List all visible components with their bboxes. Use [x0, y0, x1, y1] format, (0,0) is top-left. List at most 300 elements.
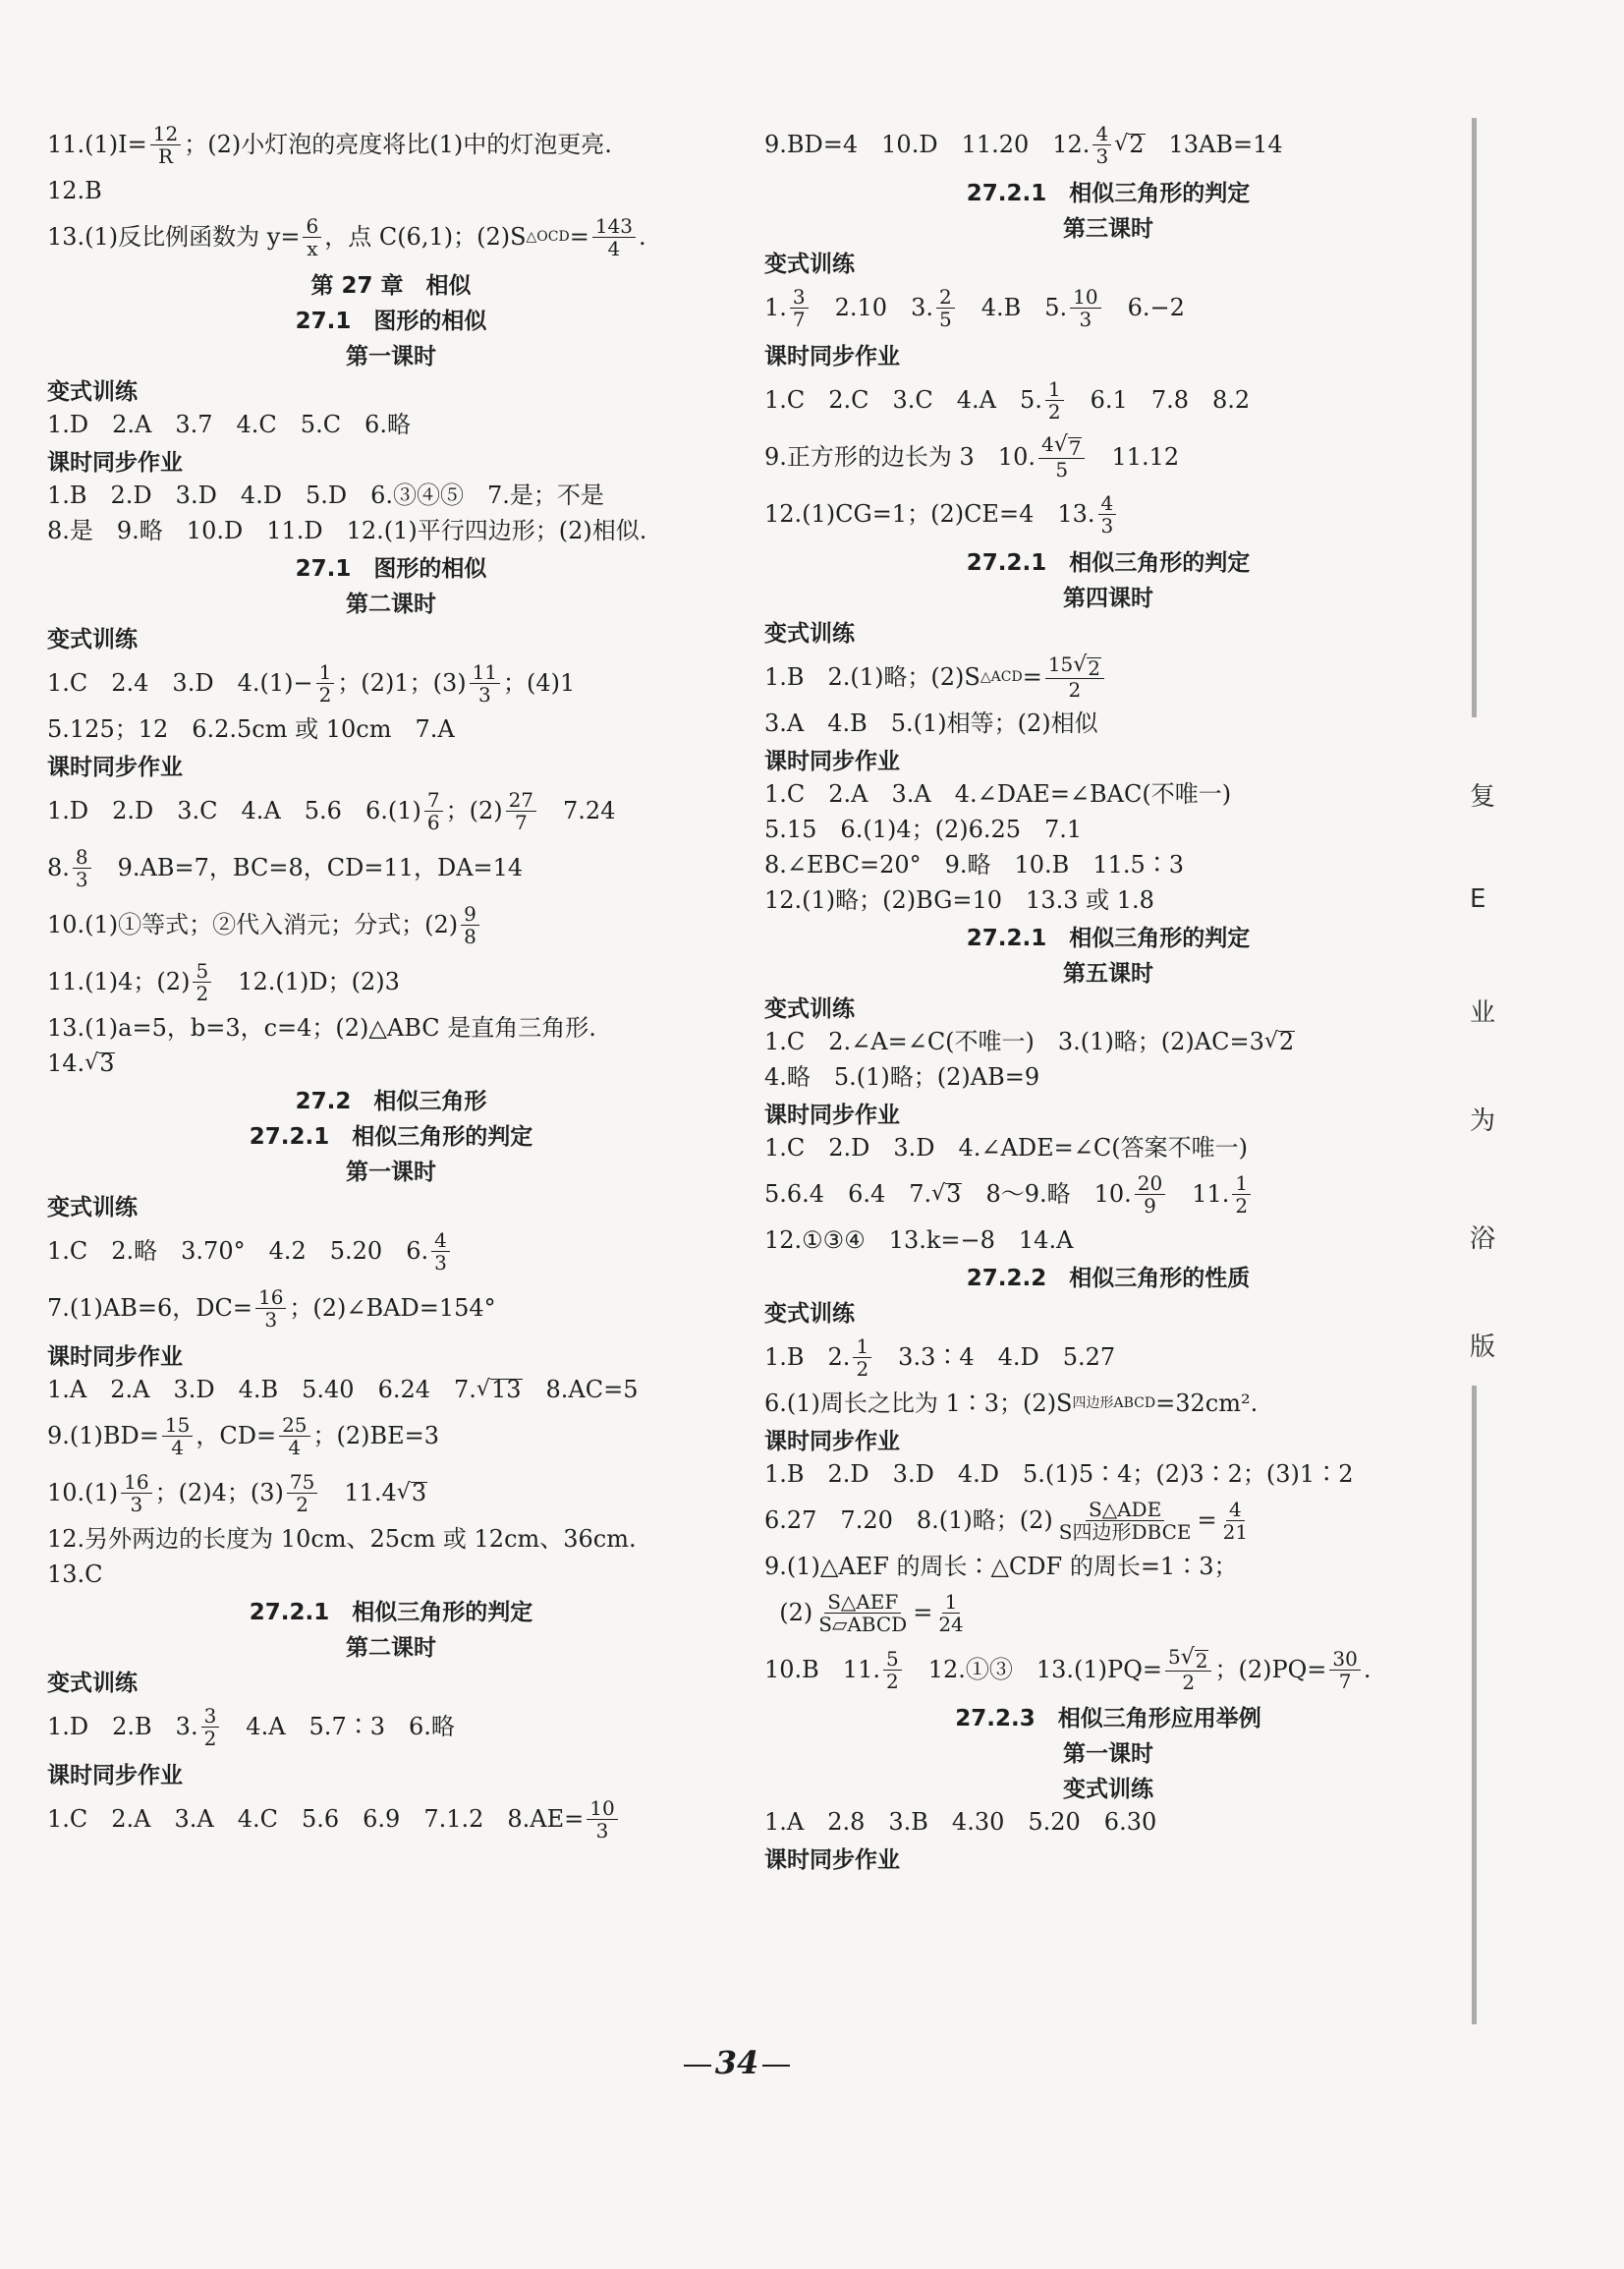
answer-text: 12.①③ 13.(1)PQ= [904, 1656, 1162, 1683]
answer-text: 11. [1168, 1180, 1230, 1208]
answer-line [764, 706, 1452, 741]
section-heading: 课时同步作业 [764, 748, 900, 774]
denominator: 4 [171, 1435, 184, 1459]
section-heading: 变式训练 [764, 251, 855, 277]
numerator: 1 [316, 661, 335, 684]
answer-line [47, 896, 735, 953]
answer-text: 12.(1)CG=1；(2)CE=4 13. [764, 500, 1095, 528]
answer-line [47, 1372, 735, 1407]
fraction [255, 1286, 286, 1331]
answer-text: 13AB=14 [1145, 131, 1283, 158]
numerator: 4 [431, 1229, 450, 1252]
answer-line [47, 208, 735, 265]
radical-sign: √ [1263, 1029, 1278, 1053]
answer-text: 1.A 2.A 3.D 4.B 5.40 6.24 7. [47, 1376, 476, 1403]
answer-line [47, 839, 735, 896]
chapter-title: 27.2.1 相似三角形的判定 [249, 1123, 533, 1150]
numerator: 6 [303, 215, 321, 238]
chapter-title: 27.2.2 相似三角形的性质 [966, 1265, 1251, 1291]
sqrt [1073, 654, 1101, 678]
answer-line [764, 1386, 1452, 1421]
answer-text: 1.C 2.D 3.D 4.∠ADE=∠C(答案不唯一) [764, 1134, 1248, 1162]
numerator [1165, 1646, 1212, 1672]
numerator: 1 [1232, 1172, 1251, 1195]
answer-text: 9.(1)△AEF 的周长∶△CDF 的周长=1∶3； [764, 1553, 1238, 1580]
answer-text: 10.(1) [47, 1479, 119, 1506]
fraction [1045, 653, 1104, 701]
page-number-text: 34 [714, 2044, 759, 2081]
answer-text: =32cm². [1155, 1390, 1259, 1417]
answer-line [47, 116, 735, 173]
chapter-title: 第一课时 [346, 1159, 436, 1185]
denominator: 6 [426, 810, 440, 834]
answer-text: 3.3∶4 4.D 5.27 [874, 1343, 1116, 1371]
denominator: 24 [938, 1612, 964, 1636]
denominator: 3 [595, 1818, 609, 1843]
fraction [1098, 492, 1117, 537]
answer-text: 4.A 5.7∶3 6.略 [222, 1713, 455, 1740]
subscript: △ACD [980, 669, 1023, 685]
denominator: 2 [1047, 399, 1061, 424]
fraction [1038, 433, 1086, 481]
radicand: 2 [1129, 131, 1145, 158]
answer-text: 14. [47, 1049, 85, 1077]
chapter-title: 第四课时 [1063, 585, 1153, 611]
radicand: 2 [1195, 1649, 1208, 1673]
answer-text: 1.A 2.8 3.B 4.30 5.20 6.30 [764, 1808, 1157, 1836]
numerator: 75 [287, 1471, 317, 1494]
fraction [1135, 1172, 1165, 1217]
numerator: 8 [73, 846, 91, 869]
denominator: 9 [1144, 1193, 1156, 1218]
numerator: 10 [1070, 286, 1100, 309]
fraction [936, 286, 955, 330]
denominator: 2 [1182, 1671, 1196, 1694]
answer-line [764, 1641, 1452, 1698]
numerator: S△AEF [824, 1591, 901, 1614]
numerator: 2 [936, 286, 955, 309]
radicand: 3 [411, 1479, 427, 1506]
section-heading: 变式训练 [47, 1670, 138, 1696]
numerator: 7 [424, 789, 443, 812]
answer-text: . [639, 223, 646, 251]
fraction [279, 1414, 309, 1458]
answer-text: ；(2) [445, 797, 503, 824]
subscript: 四边形ABCD [1072, 1395, 1156, 1411]
answer-text: 11.4 [320, 1479, 397, 1506]
answer-text: 13.(1)a=5，b=3，c=4；(2)△ABC 是直角三角形. [47, 1014, 596, 1042]
answer-line [47, 407, 735, 442]
fraction [506, 789, 536, 833]
chapter-title: 27.2.1 相似三角形的判定 [966, 180, 1251, 206]
chapter-title: 第 27 章 相似 [310, 272, 472, 299]
answer-text: 12.另外两边的长度为 10cm、25cm 或 12cm、36cm. [47, 1525, 637, 1553]
sqrt [1264, 1028, 1295, 1055]
answer-text: 1.C 2.A 3.A 4.C 5.6 6.9 7.1.2 8.AE= [47, 1805, 585, 1833]
radical-sign: √ [1114, 132, 1129, 156]
sqrt [1054, 434, 1083, 458]
answer-text: 11.(1)4；(2) [47, 968, 191, 995]
denominator: 7 [792, 307, 806, 331]
fraction [162, 1414, 193, 1458]
fraction [853, 1335, 871, 1380]
answer-text: 7.(1)AB=6，DC= [47, 1294, 252, 1322]
answer-text: ，点 C(6,1)；(2)S [324, 223, 527, 251]
answer-line [764, 882, 1452, 918]
edge-glyph: 为 [1470, 1106, 1496, 1136]
answer-line [764, 1549, 1452, 1584]
numerator: 1 [853, 1335, 871, 1358]
answer-text: 12.(1)D；(2)3 [214, 968, 400, 995]
fraction [592, 215, 636, 259]
coefficient: 4 [1040, 432, 1054, 456]
answer-text: = [569, 223, 589, 251]
answer-text: 9.(1)BD= [47, 1422, 159, 1449]
radical-sign: √ [1053, 432, 1068, 457]
chapter-title: 第三课时 [1063, 215, 1153, 242]
fraction [150, 123, 181, 167]
answer-text: 12.(1)略；(2)BG=10 13.3 或 1.8 [764, 886, 1154, 914]
right-answer-column [764, 116, 1452, 1875]
radical-sign: √ [931, 1181, 946, 1206]
radicand: 2 [1278, 1028, 1295, 1055]
fraction [470, 661, 500, 706]
denominator: 3 [477, 682, 491, 707]
chapter-title: 第二课时 [346, 591, 436, 617]
numerator: 25 [279, 1414, 309, 1437]
answer-line [47, 1046, 735, 1081]
radicand: 3 [946, 1180, 962, 1208]
fraction [935, 1591, 966, 1635]
binding-shadow [1472, 118, 1477, 717]
answer-text: 9.AB=7，BC=8，CD=11，DA=14 [93, 854, 524, 881]
edge-glyph: 浴 [1470, 1224, 1496, 1254]
answer-line [47, 1407, 735, 1464]
binding-shadow-lower [1472, 1386, 1477, 2024]
fraction [73, 846, 91, 890]
section-heading: 课时同步作业 [764, 1846, 900, 1873]
answer-text: 1.B 2.(1)略；(2)S [764, 663, 980, 691]
fraction [287, 1471, 317, 1515]
answer-line [764, 485, 1452, 542]
numerator: 3 [201, 1705, 220, 1728]
section-heading: 变式训练 [764, 620, 855, 647]
numerator: 1 [1045, 378, 1064, 401]
radicand: 2 [1088, 656, 1101, 680]
answer-text: 1.C 2.∠A=∠C(不唯一) 3.(1)略；(2)AC=3 [764, 1028, 1264, 1055]
fraction [1329, 1648, 1360, 1692]
answer-line [764, 1165, 1452, 1222]
answer-text: 12.①③④ 13.k=−8 14.A [764, 1226, 1074, 1254]
denominator: 3 [1100, 513, 1114, 538]
answer-line [764, 1584, 1452, 1641]
numerator [1045, 653, 1104, 679]
sqrt [1114, 131, 1145, 158]
answer-line [47, 1222, 735, 1279]
chapter-title: 第一课时 [346, 343, 436, 369]
radicand: 7 [1068, 436, 1082, 460]
answer-line [764, 847, 1452, 882]
answer-line [764, 371, 1452, 428]
section-heading: 变式训练 [47, 626, 138, 652]
answer-text: 1.C 2.C 3.C 4.A 5. [764, 386, 1042, 414]
numerator: 143 [592, 215, 636, 238]
answer-text: = [913, 1599, 933, 1626]
radical-sign: √ [84, 1050, 99, 1075]
answer-text: 9.正方形的边长为 3 10. [764, 443, 1036, 471]
answer-line [47, 1790, 735, 1847]
denominator: 3 [434, 1250, 447, 1275]
denominator: 8 [464, 924, 476, 948]
fraction [1220, 1499, 1251, 1543]
answer-text: 1.B 2. [764, 1343, 851, 1371]
answer-text: ；(2)1；(3) [337, 669, 467, 697]
section-heading: 课时同步作业 [47, 449, 183, 476]
answer-line [47, 173, 735, 208]
answer-text: 5.6.4 6.4 7. [764, 1180, 932, 1208]
numerator: 5 [193, 960, 211, 983]
answer-text: 1.D 2.A 3.7 4.C 5.C 6.略 [47, 411, 411, 438]
fraction [1232, 1172, 1251, 1217]
answer-text: 2.10 3. [811, 294, 933, 321]
answer-text: I [118, 131, 128, 158]
denominator: x [307, 236, 318, 260]
answer-text: 11.12 [1088, 443, 1180, 471]
answer-line [764, 116, 1452, 173]
answer-line [764, 1492, 1452, 1549]
chapter-title: 第五课时 [1063, 960, 1153, 987]
chapter-title: 第一课时 [1063, 1740, 1153, 1767]
answer-text: 6.1 7.8 8.2 [1066, 386, 1251, 414]
answer-text: 12.B [47, 177, 102, 204]
denominator: R [157, 143, 174, 168]
fraction [815, 1591, 910, 1635]
subscript: △OCD [526, 229, 570, 245]
answer-text: 6.(1)周长之比为 1∶3；(2)S [764, 1390, 1073, 1417]
numerator: 9 [461, 903, 479, 926]
answer-text: = [1022, 663, 1042, 691]
answer-text: 1.B 2.D 3.D 4.D 5.D 6.③④⑤ 7.是；不是 [47, 482, 604, 509]
answer-text: 1.B 2.D 3.D 4.D 5.(1)5∶4；(2)3∶2；(3)1∶2 [764, 1460, 1354, 1488]
answer-text: ；(4)1 [503, 669, 576, 697]
denominator: 7 [514, 810, 528, 834]
page-number [0, 2044, 1474, 2081]
denominator: 3 [264, 1307, 278, 1332]
denominator: 2 [885, 1669, 899, 1693]
denominator: 3 [1079, 307, 1092, 331]
chapter-title: 第二课时 [346, 1634, 436, 1661]
answer-text: 11.(1) [47, 131, 119, 158]
answer-text: 4.略 5.(1)略；(2)AB=9 [764, 1063, 1040, 1091]
fraction [1045, 378, 1064, 423]
answer-line [764, 1456, 1452, 1492]
section-heading: 课时同步作业 [764, 343, 900, 369]
answer-line [764, 1130, 1452, 1165]
answer-line [47, 513, 735, 548]
numerator: 5 [883, 1648, 902, 1671]
denominator: 2 [1235, 1193, 1249, 1218]
numerator: S△ADE [1086, 1499, 1164, 1521]
denominator: 2 [318, 682, 332, 707]
denominator: S▱ABCD [818, 1612, 908, 1636]
chapter-title: 27.2.1 相似三角形的判定 [249, 1599, 533, 1625]
chapter-title: 变式训练 [1063, 1776, 1153, 1802]
answer-text: 6.−2 [1103, 294, 1185, 321]
section-heading: 变式训练 [764, 995, 855, 1022]
numerator: 27 [506, 789, 536, 812]
sqrt [476, 1376, 523, 1403]
answer-line [47, 1279, 735, 1336]
radical-sign: √ [1180, 1645, 1195, 1670]
denominator: 2 [296, 1492, 308, 1516]
section-heading: 课时同步作业 [764, 1102, 900, 1128]
answer-text: ；(2)4；(3) [154, 1479, 284, 1506]
answer-line [764, 1222, 1452, 1258]
answer-line [764, 1329, 1452, 1386]
fraction [1092, 123, 1111, 167]
numerator: 1 [942, 1591, 961, 1614]
edge-glyph: 复 [1470, 782, 1496, 812]
denominator: 5 [1055, 458, 1069, 482]
answer-text: ；(2)BE=3 [312, 1422, 440, 1449]
numerator: 4 [1098, 492, 1117, 515]
answer-line [47, 1521, 735, 1557]
numerator: 16 [121, 1471, 151, 1494]
answer-text: ；(2)PQ= [1214, 1656, 1327, 1683]
answer-line [47, 953, 735, 1010]
answer-text: ；(2)小灯泡的亮度将比(1)中的灯泡更亮. [184, 131, 612, 158]
radical-sign: √ [396, 1480, 411, 1504]
numerator: 20 [1135, 1172, 1165, 1195]
fraction [1056, 1499, 1195, 1543]
denominator: 7 [1338, 1669, 1352, 1693]
sqrt [397, 1479, 427, 1506]
denominator: 4 [288, 1435, 302, 1459]
answer-text: ；(2)∠BAD=154° [289, 1294, 496, 1322]
fraction [461, 903, 479, 947]
answer-line [764, 279, 1452, 336]
answer-text: 8～9.略 10. [962, 1180, 1132, 1208]
answer-line [47, 1010, 735, 1046]
answer-line [47, 1557, 735, 1592]
numerator: 15 [162, 1414, 193, 1437]
answer-text: 5.15 6.(1)4；(2)6.25 7.1 [764, 816, 1083, 843]
radical-sign: √ [1073, 652, 1088, 677]
numerator: 16 [255, 1286, 286, 1309]
chapter-title: 27.2.3 相似三角形应用举例 [955, 1705, 1261, 1731]
numerator [1038, 433, 1086, 459]
answer-text: 10.(1)①等式；②代入消元；分式；(2) [47, 911, 459, 938]
answer-line [764, 1804, 1452, 1840]
radicand: 3 [99, 1049, 115, 1077]
section-heading: 变式训练 [47, 378, 138, 405]
answer-text: 1.C 2.4 3.D 4.(1)− [47, 669, 313, 697]
answer-line [47, 654, 735, 711]
fraction [193, 960, 211, 1004]
fraction [883, 1648, 902, 1692]
answer-line [764, 812, 1452, 847]
answer-text: 1.C 2.A 3.A 4.∠DAE=∠BAC(不唯一) [764, 780, 1232, 808]
answer-line [47, 711, 735, 747]
fraction [790, 286, 809, 330]
denominator: 3 [130, 1492, 143, 1516]
numerator: 11 [470, 661, 500, 684]
section-heading: 变式训练 [764, 1300, 855, 1327]
answer-line [764, 428, 1452, 485]
answer-line [47, 478, 735, 513]
answer-text: (2) [764, 1599, 813, 1626]
section-heading: 课时同步作业 [47, 754, 183, 780]
answer-text: 1.D 2.D 3.C 4.A 5.6 6.(1) [47, 797, 421, 824]
answer-text: 9.BD=4 10.D 11.20 12. [764, 131, 1091, 158]
denominator: 5 [938, 307, 952, 331]
answer-text: 7.24 [539, 797, 616, 824]
numerator: 4 [1226, 1499, 1245, 1521]
fraction [1070, 286, 1100, 330]
coefficient: 15 [1047, 652, 1074, 676]
numerator: 10 [587, 1797, 617, 1820]
answer-text: 8.是 9.略 10.D 11.D 12.(1)平行四边形；(2)相似. [47, 517, 647, 544]
radicand: 13 [490, 1376, 522, 1403]
answer-text: 3.A 4.B 5.(1)相等；(2)相似 [764, 709, 1098, 737]
answer-line [764, 1024, 1452, 1059]
answer-line [47, 1464, 735, 1521]
chapter-title: 27.2.1 相似三角形的判定 [966, 549, 1251, 576]
fraction [316, 661, 335, 706]
denominator: 3 [1095, 143, 1109, 168]
sqrt [84, 1049, 115, 1077]
answer-text: 1.C 2.略 3.70° 4.2 5.20 6. [47, 1237, 429, 1265]
fraction [431, 1229, 450, 1274]
answer-line [764, 649, 1452, 706]
chapter-title: 27.1 图形的相似 [295, 308, 487, 334]
answer-text: . [1363, 1656, 1372, 1683]
numerator: 4 [1092, 123, 1111, 145]
answer-text: 8.∠EBC=20° 9.略 10.B 11.5∶3 [764, 851, 1185, 879]
section-heading: 课时同步作业 [764, 1428, 900, 1454]
denominator: S四边形DBCE [1058, 1519, 1192, 1544]
section-heading: 课时同步作业 [47, 1343, 183, 1370]
answer-text: 13.(1)反比例函数为 y= [47, 223, 301, 251]
answer-text: 8.AC=5 [522, 1376, 639, 1403]
answer-text: 8. [47, 854, 70, 881]
answer-text: 10.B 11. [764, 1656, 880, 1683]
denominator: 2 [196, 981, 209, 1005]
left-answer-column [47, 116, 735, 1847]
answer-text: = [1197, 1506, 1217, 1534]
answer-text: 1. [764, 294, 787, 321]
numerator: 30 [1329, 1648, 1360, 1671]
answer-line [764, 1059, 1452, 1095]
answer-line [47, 1698, 735, 1755]
fraction [1165, 1646, 1212, 1693]
radical-sign: √ [476, 1377, 490, 1401]
answer-line [764, 776, 1452, 812]
fraction [201, 1705, 220, 1749]
sqrt [931, 1180, 962, 1208]
section-heading: 变式训练 [47, 1194, 138, 1220]
denominator: 2 [856, 1356, 869, 1381]
denominator: 2 [1068, 678, 1082, 702]
fraction [121, 1471, 151, 1515]
answer-text: 1.D 2.B 3. [47, 1713, 198, 1740]
fraction [303, 215, 321, 259]
fraction [424, 789, 443, 833]
denominator: 3 [75, 867, 88, 891]
chapter-title: 27.1 图形的相似 [295, 555, 487, 582]
edge-glyph: 版 [1470, 1333, 1496, 1362]
numerator: 3 [790, 286, 809, 309]
